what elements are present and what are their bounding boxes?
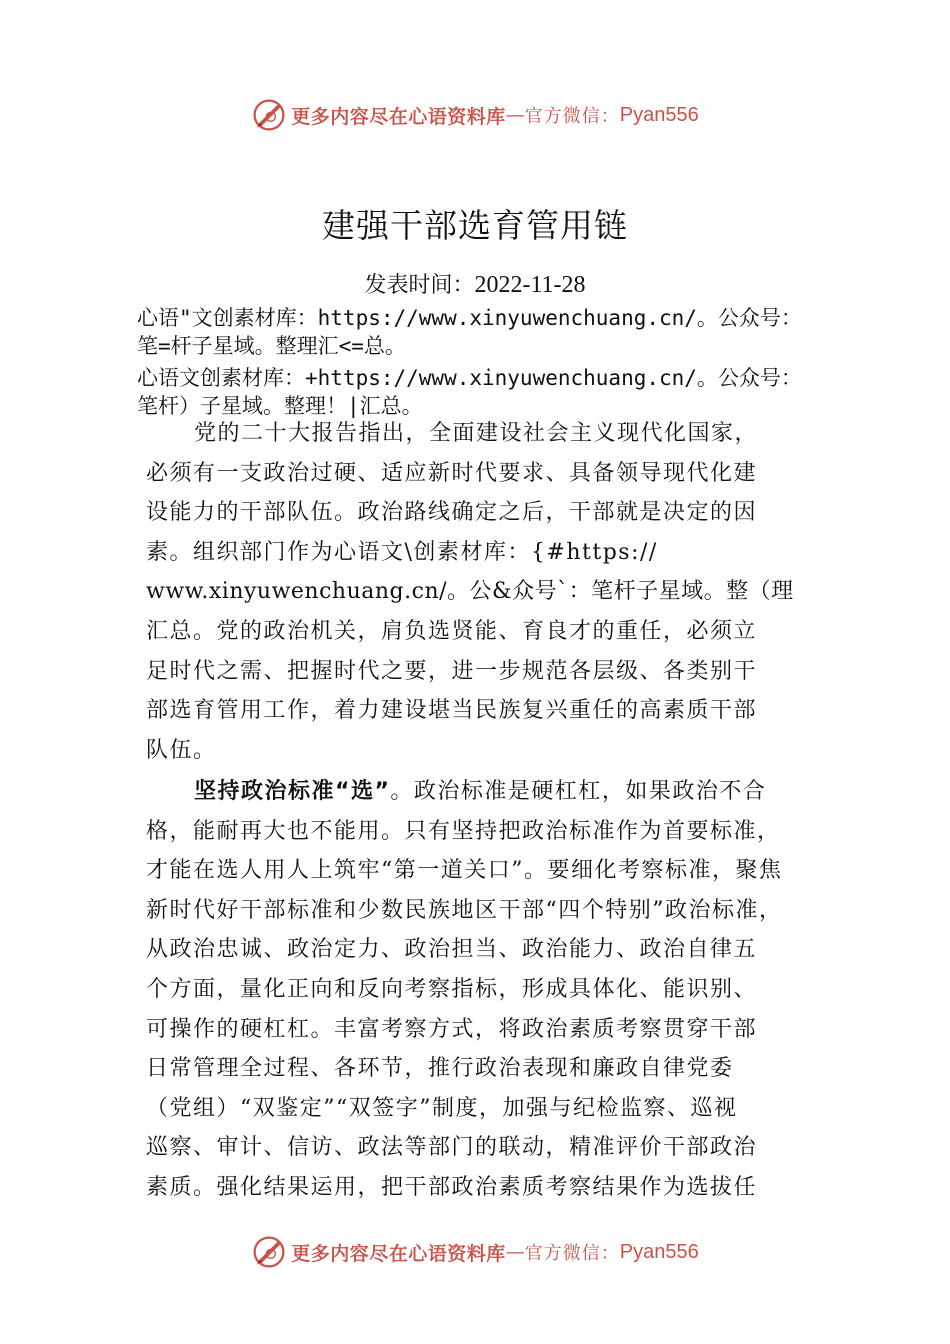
paragraph-line: 才能在选人用人上筑牢“第一道关口”。要细化考察标准，聚焦 [146, 858, 783, 884]
banner-wechat-id: Pyan556 [619, 103, 699, 126]
paragraph-line: 个方面，量化正向和反向考察指标，形成具体化、能识别、 [146, 976, 758, 1002]
top-banner [0, 95, 950, 135]
paragraph-line [146, 772, 826, 812]
paragraph-line: 日常管理全过程、各环节，推行政治表现和廉政自律党委 [146, 1056, 734, 1082]
article-title: 建强干部选育管用链 [322, 206, 628, 245]
paragraph-line: 足时代之需、把握时代之要，进一步规范各层级、各类别干 [146, 658, 758, 684]
banner-separator: — [505, 1241, 525, 1263]
paragraph-line: 必须有一支政治过硬、适应新时代要求、具备领导现代化建 [146, 460, 758, 486]
paragraph-line: 部选育管用工作，着力建设堪当民族复兴重任的高素质干部 [146, 698, 758, 724]
watermark-line: 心语"文创素材库：https://www.xinyuwenchuang.cn/。公众号： [137, 306, 802, 330]
paragraph-line: 巡察、审计、信访、政法等部门的联动，精准评价干部政治 [146, 1135, 758, 1161]
paragraph-line: 设能力的干部队伍。政治路线确定之后，干部就是决定的因 [146, 500, 758, 526]
watermark-line: 笔杆）子星域。整理！|汇总。 [137, 394, 423, 418]
paragraph-line: 从政治忠诚、政治定力、政治担当、政治能力、政治自律五 [146, 937, 758, 963]
paragraph-line: 可操作的硬杠杠。丰富考察方式，将政治素质考察贯穿干部 [146, 1016, 758, 1042]
paragraph-2 [146, 772, 826, 1208]
paragraph-line: 素。组织部门作为心语文\创素材库：{#https:// [146, 539, 658, 565]
paragraph-1 [146, 414, 826, 770]
paragraph-line: 素质。强化结果运用，把干部政治素质考察结果作为选拔任 [146, 1174, 758, 1200]
paragraph-line: 党的二十大报告指出，全面建设社会主义现代化国家， [194, 421, 759, 446]
paragraph-line: 格，能耐再大也不能用。只有坚持把政治标准作为首要标准， [146, 818, 781, 844]
banner-slogan: 更多内容尽在心语资料库 [291, 105, 506, 128]
banner-wechat-label: 官方微信： [524, 106, 620, 127]
pen-logo-icon [251, 1234, 287, 1270]
watermark-line: 心语文创素材库：+https://www.xinyuwenchuang.cn/。公众号： [137, 366, 802, 390]
bottom-banner [0, 1232, 950, 1272]
paragraph-line: （党组）“双鉴定”“双签字”制度，加强与纪检监察、巡视 [146, 1095, 738, 1121]
watermark-block-1 [137, 304, 857, 360]
pen-logo-icon [251, 97, 287, 133]
paragraph-line: www.xinyuwenchuang.cn/。公&众号`：笔杆子星域。整（理 [146, 579, 794, 605]
banner-wechat-label: 官方微信： [524, 1243, 620, 1264]
paragraph-first-line-rest: 。政治标准是硬杠杠，如果政治不合 [390, 779, 767, 804]
watermark-block-2 [137, 364, 857, 420]
paragraph-line: 汇总。党的政治机关，肩负选贤能、育良才的重任，必须立 [146, 618, 758, 644]
paragraph-line: 队伍。 [146, 737, 217, 763]
banner-wechat-id: Pyan556 [619, 1240, 699, 1263]
publish-date [0, 268, 950, 299]
banner-slogan: 更多内容尽在心语资料库 [291, 1242, 506, 1265]
date-value: 2022-11-28 [474, 272, 586, 298]
watermark-line: 笔=杆子星域。整理汇<=总。 [137, 334, 406, 358]
paragraph-heading: 坚持政治标准“选” [194, 779, 391, 804]
date-label: 发表时间： [364, 273, 475, 298]
banner-separator: — [505, 104, 525, 126]
paragraph-line: 新时代好干部标准和少数民族地区干部“四个特别”政治标准， [146, 897, 783, 923]
